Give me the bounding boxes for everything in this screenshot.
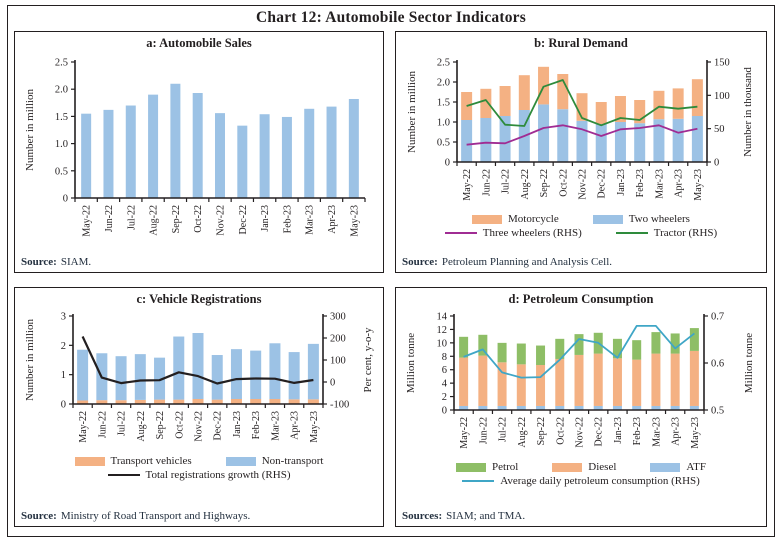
bar-segment — [231, 349, 242, 399]
left-tick-label: 2.0 — [54, 84, 68, 96]
left-tick-label: 2.0 — [436, 77, 450, 89]
bar-segment — [690, 328, 699, 351]
panel-automobile-sales — [14, 31, 384, 273]
left-tick-label: 1.0 — [54, 139, 68, 151]
bar-segment — [148, 95, 158, 198]
panel-d-title: d: Petroleum Consumption — [508, 292, 654, 306]
source-b-text: Petroleum Planning and Analysis Cell. — [441, 256, 613, 268]
bar-segment — [269, 343, 280, 399]
bar-segment — [536, 346, 545, 365]
chart-c-svg — [21, 308, 379, 454]
legend-swatch — [75, 457, 105, 466]
category-label: Jul-22 — [497, 417, 509, 442]
category-label: Feb-23 — [282, 205, 294, 234]
right-axis-title: Number in thousand — [742, 67, 754, 157]
category-label: Jan-23 — [615, 169, 627, 196]
bar-segment — [478, 356, 487, 406]
legend-row — [75, 455, 324, 467]
bar-segment — [327, 107, 337, 198]
bar-segment — [651, 354, 660, 406]
legend-item — [456, 461, 518, 473]
category-label: May-22 — [462, 169, 474, 201]
left-tick-label: 0 — [441, 405, 447, 417]
bar-segment — [690, 351, 699, 406]
category-label: Aug-22 — [516, 417, 528, 448]
bar-segment — [480, 89, 491, 118]
bar-segment — [173, 337, 184, 400]
bar-segment — [517, 344, 526, 365]
bar-segment — [615, 122, 626, 162]
chart-a-svg — [21, 52, 377, 248]
category-label: Apr-23 — [327, 205, 339, 234]
left-tick-label: 0.5 — [436, 137, 450, 149]
bar-segment — [170, 84, 180, 198]
left-tick-label: 2 — [441, 392, 447, 404]
left-tick-label: 0 — [62, 193, 68, 205]
category-label: Jun-22 — [478, 417, 490, 445]
legend-label: Two wheelers — [628, 213, 690, 225]
bar-segment — [103, 110, 113, 198]
bar-segment — [575, 334, 584, 355]
bar-segment — [81, 114, 91, 198]
bar-segment — [77, 350, 88, 401]
figure-title: Chart 12: Automobile Sector Indicators — [256, 9, 526, 26]
chart-figure — [7, 5, 775, 537]
bar-segment — [459, 337, 468, 358]
left-axis-title: Number in million — [406, 71, 418, 153]
category-label: Mar-23 — [304, 205, 316, 235]
right-tick-label: 0 — [714, 157, 720, 169]
category-label: Jul-22 — [500, 169, 512, 194]
legend-item — [616, 227, 717, 239]
category-label: Mar-23 — [270, 411, 282, 441]
category-label: Nov-22 — [574, 417, 586, 448]
source-b — [402, 254, 760, 268]
bar-segment — [500, 86, 511, 116]
legend-label: Average daily petroleum consumption (RHS) — [500, 475, 700, 487]
source-d-label: Sources: — [402, 510, 443, 522]
chart-b-svg — [403, 52, 759, 212]
legend-item — [472, 213, 559, 225]
legend-swatch — [108, 474, 140, 476]
source-c-text: Ministry of Road Transport and Highways. — [60, 510, 251, 522]
left-tick-label: 0 — [60, 399, 66, 411]
left-axis-title: Million tonne — [405, 332, 417, 394]
left-tick-label: 1.5 — [54, 111, 68, 123]
bar-segment — [282, 117, 292, 198]
legend-item — [445, 227, 582, 239]
legend-swatch — [456, 463, 486, 472]
bar-segment — [596, 102, 607, 124]
right-tick-label: 0.5 — [711, 405, 725, 417]
legend-label: Total registrations growth (RHS) — [145, 469, 291, 481]
bar-segment — [596, 124, 607, 162]
category-label: May-22 — [78, 411, 90, 443]
right-tick-label: 150 — [714, 57, 730, 69]
bar-segment — [237, 126, 247, 198]
chart-d-svg — [402, 308, 760, 460]
category-label: Aug-22 — [519, 169, 531, 200]
bar-segment — [250, 351, 261, 399]
right-tick-label: 100 — [330, 355, 346, 367]
category-label: May-22 — [459, 417, 471, 449]
bar-segment — [673, 88, 684, 118]
category-label: May-22 — [81, 205, 93, 237]
category-label: Aug-22 — [135, 411, 147, 442]
source-a-text: SIAM. — [60, 256, 92, 268]
left-tick-label: 12 — [436, 324, 447, 336]
legend-swatch — [552, 463, 582, 472]
category-label: Jun-22 — [103, 205, 115, 233]
category-label: Oct-22 — [174, 411, 186, 439]
category-label: Oct-22 — [555, 417, 567, 445]
bar-segment — [461, 120, 472, 162]
legend-swatch — [650, 463, 680, 472]
legend-swatch — [445, 232, 477, 234]
left-tick-label: 3 — [60, 311, 66, 323]
legend-swatch — [472, 215, 502, 224]
category-label: Feb-23 — [632, 417, 644, 446]
category-label: May-23 — [689, 417, 701, 449]
bar-segment — [575, 355, 584, 406]
bar-segment — [500, 116, 511, 162]
bar-segment — [116, 356, 127, 400]
bar-segment — [653, 91, 664, 119]
bar-segment — [215, 113, 225, 198]
legend-label: Transport vehicles — [110, 455, 192, 467]
left-tick-label: 6 — [441, 365, 447, 377]
category-label: Sep-22 — [539, 169, 551, 198]
bar-segment — [289, 352, 300, 399]
legend-row — [456, 461, 706, 473]
legend-item — [75, 455, 192, 467]
bar-segment — [498, 343, 507, 362]
category-label: Dec-22 — [596, 169, 608, 199]
category-label: Apr-23 — [670, 417, 682, 446]
category-label: Jul-22 — [126, 205, 138, 230]
legend-swatch — [593, 215, 623, 224]
left-tick-label: 1.5 — [436, 97, 450, 109]
category-label: Jun-22 — [481, 169, 493, 197]
left-tick-label: 1.0 — [436, 117, 450, 129]
bar-segment — [459, 358, 468, 406]
bar-segment — [193, 93, 203, 198]
category-label: Feb-23 — [251, 411, 263, 440]
panel-b-title: b: Rural Demand — [534, 36, 628, 50]
left-tick-label: 10 — [436, 338, 447, 350]
legend-label: Non-transport — [261, 455, 324, 467]
bar-segment — [135, 354, 146, 400]
legend-row — [108, 469, 291, 481]
right-tick-label: 50 — [714, 124, 725, 136]
bar-segment — [692, 116, 703, 162]
right-tick-label: 200 — [330, 333, 346, 345]
legend-item — [650, 461, 706, 473]
legend-row — [445, 227, 717, 239]
panel-c-title: c: Vehicle Registrations — [136, 292, 262, 306]
left-tick-label: 2.5 — [436, 57, 450, 69]
legend-item — [593, 213, 690, 225]
source-d — [402, 508, 760, 522]
left-tick-label: 0.5 — [54, 166, 68, 178]
source-d-text: SIAM; and TMA. — [446, 510, 526, 522]
category-label: May-23 — [692, 169, 704, 201]
legend-label: Motorcycle — [508, 213, 559, 225]
category-label: Sep-22 — [155, 411, 167, 440]
category-label: Dec-22 — [593, 417, 605, 447]
legend-label: Tractor (RHS) — [653, 227, 718, 239]
panel-petroleum-consumption — [395, 287, 767, 527]
category-label: Mar-23 — [654, 169, 666, 199]
bar-segment — [212, 355, 223, 400]
bar-segment — [349, 99, 359, 198]
source-b-label: Source: — [402, 256, 438, 268]
bar-segment — [193, 333, 204, 399]
bars-layer — [81, 84, 359, 198]
source-c-label: Source: — [21, 510, 57, 522]
bars-layer — [459, 328, 699, 410]
left-tick-label: 2 — [60, 340, 66, 352]
bar-segment — [594, 354, 603, 406]
bar-segment — [632, 360, 641, 406]
bar-segment — [651, 332, 660, 353]
bar-segment — [671, 354, 680, 406]
category-label: Oct-22 — [558, 169, 570, 197]
left-tick-label: 2.5 — [54, 57, 68, 69]
legend-label: Petrol — [492, 461, 519, 473]
legend-c — [21, 455, 377, 481]
right-tick-label: -100 — [330, 399, 350, 411]
category-label: Oct-22 — [193, 205, 205, 233]
bar-segment — [519, 75, 530, 110]
category-label: Apr-23 — [673, 169, 685, 198]
bar-segment — [577, 121, 588, 162]
legend-swatch — [616, 232, 648, 234]
right-tick-label: 100 — [714, 90, 730, 102]
source-a-label: Source: — [21, 256, 57, 268]
right-tick-label: 300 — [330, 311, 346, 323]
category-label: Nov-22 — [577, 169, 589, 200]
category-label: Jun-22 — [97, 411, 109, 439]
category-label: Jan-23 — [260, 205, 272, 232]
category-label: Dec-22 — [212, 411, 224, 441]
source-a — [21, 254, 377, 268]
legend-item — [108, 469, 291, 481]
category-label: Apr-23 — [289, 411, 301, 440]
left-tick-label: 0 — [444, 157, 450, 169]
right-axis-title: Per cent, y-o-y — [362, 327, 374, 393]
category-label: Dec-22 — [237, 205, 249, 235]
legend-item — [462, 475, 700, 487]
legend-swatch — [462, 480, 494, 482]
bar-segment — [555, 359, 564, 406]
bar-segment — [692, 79, 703, 116]
legend-item — [552, 461, 616, 473]
bar-segment — [517, 364, 526, 406]
source-c — [21, 508, 377, 522]
category-label: Sep-22 — [536, 417, 548, 446]
category-label: Feb-23 — [635, 169, 647, 198]
bar-segment — [632, 340, 641, 359]
legend-label: Diesel — [588, 461, 617, 473]
legend-item — [226, 455, 324, 467]
right-axis-title: Million tonne — [743, 332, 755, 394]
legend-label: ATF — [686, 461, 706, 473]
legend-label: Three wheelers (RHS) — [482, 227, 582, 239]
left-tick-label: 8 — [441, 351, 447, 363]
bar-segment — [260, 114, 270, 198]
category-label: May-23 — [308, 411, 320, 443]
legend-row — [472, 213, 690, 225]
bar-segment — [308, 344, 319, 399]
left-tick-label: 14 — [436, 311, 447, 323]
category-label: Jan-23 — [231, 411, 243, 438]
category-label: Nov-22 — [193, 411, 205, 442]
legend-b — [402, 213, 760, 239]
bar-segment — [480, 118, 491, 162]
bar-segment — [304, 109, 314, 198]
panel-vehicle-registrations — [14, 287, 384, 527]
left-tick-label: 4 — [441, 378, 447, 390]
category-label: May-23 — [349, 205, 361, 237]
category-label: Sep-22 — [170, 205, 182, 234]
bar-segment — [613, 358, 622, 406]
category-label: Jan-23 — [612, 417, 624, 444]
legend-swatch — [226, 457, 256, 466]
right-tick-label: 0.7 — [711, 311, 725, 323]
axes-layer — [55, 58, 365, 237]
bar-segment — [536, 365, 545, 406]
bar-segment — [538, 104, 549, 162]
category-label: Nov-22 — [215, 205, 227, 236]
left-tick-label: 1 — [60, 370, 66, 382]
legend-row — [462, 475, 700, 487]
category-label: Mar-23 — [651, 417, 663, 447]
category-label: Jul-22 — [116, 411, 128, 436]
panel-grid — [8, 27, 774, 527]
legend-d — [402, 461, 760, 487]
right-tick-label: 0.6 — [711, 358, 725, 370]
right-tick-label: 0 — [330, 377, 336, 389]
panel-a-title: a: Automobile Sales — [146, 36, 252, 50]
bar-segment — [126, 106, 136, 198]
bar-segment — [673, 119, 684, 162]
category-label: Aug-22 — [148, 205, 160, 236]
left-axis-title: Number in million — [24, 319, 36, 401]
bar-segment — [557, 109, 568, 162]
panel-rural-demand — [395, 31, 767, 273]
left-axis-title: Number in million — [24, 89, 36, 171]
bars-layer — [77, 333, 319, 404]
